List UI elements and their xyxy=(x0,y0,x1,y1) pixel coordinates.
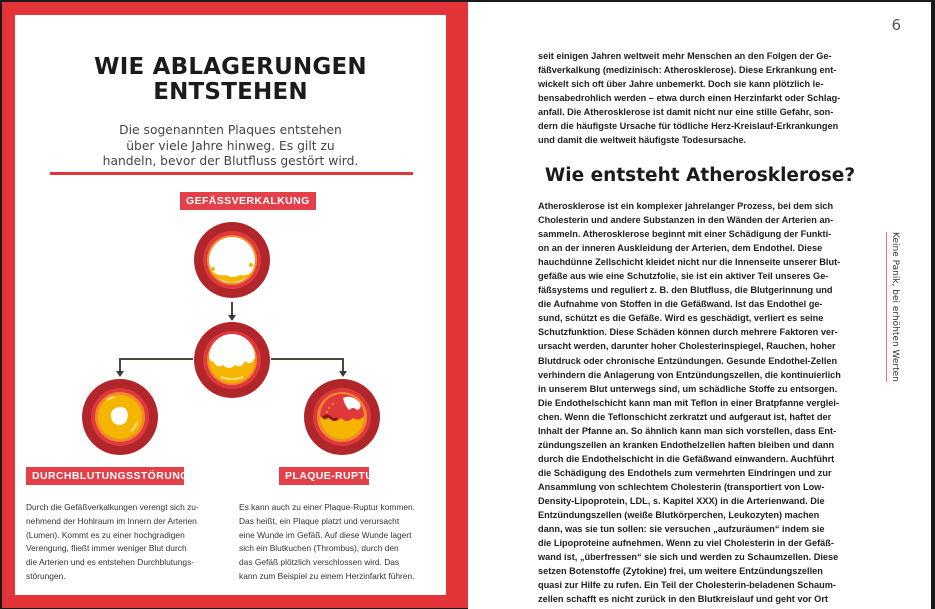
subtitle-line: Die sogenannten Plaques entstehen xyxy=(119,123,342,137)
text-line: seit einigen Jahren weltweit mehr Menschen an den Folgen der Ge- xyxy=(538,51,832,61)
text-line: ursacht werden, darunter hoher Cholesterinspiegel, Rauchen, hoher xyxy=(538,341,836,352)
running-head: Keine Panik, bei erhöhten Werten xyxy=(890,232,900,382)
section-heading: Wie entsteht Atherosklerose? xyxy=(544,165,856,186)
vessel-early-plaque-icon xyxy=(193,221,271,299)
text-line: anfall. Die Atherosklerose ist damit nicht nur eine stille Gefahr, son- xyxy=(538,107,834,118)
caption-line: nehmend der Hohlraum im Innern der Arterien xyxy=(26,515,197,526)
connector-line-left-down xyxy=(119,358,121,372)
text-line: sund, schützt es die Gefäße. Wird es geschädigt, verliert es seine xyxy=(538,313,824,324)
caption-rupture xyxy=(239,501,415,584)
caption-line: kann zum Beispiel zu einem Herzinfarkt führen. xyxy=(239,570,415,581)
text-line: Ansammlung von schlechtem Cholesterin (transportiert von Low- xyxy=(538,481,825,492)
infographic-title xyxy=(15,55,446,105)
arrow-down-icon xyxy=(339,371,347,377)
arrow-down-icon xyxy=(116,371,124,377)
text-line: durch die Endothelschicht in die Gefäßwand einwandern. Auchführt xyxy=(538,453,835,464)
connector-line-right-down xyxy=(342,358,344,372)
title-line-2: ENTSTEHEN xyxy=(153,79,308,105)
subtitle-line: über viele Jahre hinweg. Es gilt zu xyxy=(126,138,335,153)
text-line: Inhalt der Pfanne an. So ähnlich kann man sich vorstellen, dass Ent- xyxy=(538,425,837,436)
body-paragraph xyxy=(538,199,860,606)
caption-line: Durch die Gefäßverkalkungen verengt sich zu- xyxy=(26,502,199,512)
text-line: verhindern die Anlagerung von Entzündungszellen, die kontinuierlich xyxy=(538,369,841,380)
caption-line: Verengung, fließt immer weniger Blut durch xyxy=(26,543,187,554)
text-line: dann, was sie tun sollen: sie versuchen „aufzuräumen“ indem sie xyxy=(538,524,825,535)
text-line: sammeln. Atherosklerose beginnt mit einer Schädigung der Funkti- xyxy=(538,229,832,240)
vessel-advanced-plaque-icon xyxy=(193,321,271,399)
text-line: zündungszellen an kranken Endothelzellen haften bleiben und dann xyxy=(538,439,835,450)
vessel-stenosis-icon xyxy=(81,378,159,456)
infographic-subtitle xyxy=(15,123,446,170)
caption-line: das Gefäß plötzlich verschlossen wird. Das xyxy=(239,557,400,568)
text-line: zellen schafft es nicht zurück in den Blutkreislauf und geht vor Ort xyxy=(538,594,828,605)
text-line: Schutzfunktion. Diese Schäden können durch mehrere Faktoren ver- xyxy=(538,327,838,338)
title-line-1: WIE ABLAGERUNGEN xyxy=(94,54,367,80)
infographic-panel xyxy=(15,15,446,595)
text-line: hauchdünne Zellschicht kleidet nicht nur die Innenseite unserer Blut- xyxy=(538,257,841,268)
text-line: die Aufnahme von Stoffen in die Gefäßwand. Ist das Endothel ge- xyxy=(538,299,823,310)
text-line: wand ist, „überfressen“ sie sich und werden zu Schaumzellen. Diese xyxy=(538,552,839,563)
text-line: Cholesterin und andere Substanzen in den Wänden der Arterien an- xyxy=(538,215,834,226)
caption-line: störungen. xyxy=(26,570,66,581)
text-line: die Schädigung des Endothels zum vermehrten Eindringen und zur xyxy=(538,467,832,478)
text-line: bensabedrohlich werden – etwa durch einen Herzinfarkt oder Schlag- xyxy=(538,93,841,104)
connector-line-left xyxy=(119,358,193,360)
connector-line-right xyxy=(271,358,343,360)
text-line: und damit die weltweit häufigste Todesursache. xyxy=(538,135,747,146)
label-plaque-ruptur: PLAQUE-RUPTUR xyxy=(279,467,369,485)
text-line: quasi zur Hilfe zu rufen. Ein Teil der Cholesterin-beladenen Schaum- xyxy=(538,580,836,591)
text-line: in unserem Blut unterwegs sind, um schädliche Stoffe zu entsorgen. xyxy=(538,383,838,394)
caption-line: (Lumen). Kommt es zu einer hochgradigen xyxy=(26,529,185,540)
text-line: Blutdruck oder chronische Entzündungen. Gesunde Endothel-Zellen xyxy=(538,355,838,366)
text-line: Atherosklerose ist ein komplexer jahrelanger Prozess, bei dem sich xyxy=(538,201,834,211)
text-line: gefäße aus wie eine Schutzfolie, sie ist ein aktiver Teil unseres Ge- xyxy=(538,271,829,282)
text-line: wickelt sich oft über Jahre unbemerkt. Doch sie kann plötzlich le- xyxy=(538,79,824,90)
text-line: dern die häufigste Ursache für tödliche Herz-Kreislauf-Erkrankungen xyxy=(538,121,839,132)
vessel-rupture-icon xyxy=(303,378,381,456)
label-durchblutungsstoerungen: DURCHBLUTUNGSSTÖRUNGEN xyxy=(26,467,184,485)
connector-line xyxy=(231,302,233,316)
text-line: on an der inneren Auskleidung der Arterien, dem Endothel. Diese xyxy=(538,243,823,254)
text-line: Entzündungszellen (weiße Blutkörperchen, Leukozyten) machen xyxy=(538,510,820,521)
right-page xyxy=(468,2,931,609)
text-line: fäßsystems und reguliert z. B. den Blutfluss, die Blutgerinnung und xyxy=(538,285,833,296)
caption-line: eine Wunde im Gefäß. Auf diese Wunde lagert xyxy=(239,529,412,540)
left-page-frame xyxy=(2,2,468,608)
caption-line: Es kann auch zu einer Plaque-Ruptur kommen. xyxy=(239,502,415,512)
text-line: Die Endothelschicht kann man mit Teflon in einer Bratpfanne verglei- xyxy=(538,397,840,408)
red-divider xyxy=(50,172,413,175)
page-number: 6 xyxy=(891,16,901,34)
caption-line: sich ein Blutkuchen (Thrombus), durch den xyxy=(239,543,399,554)
subtitle-line: handeln, bevor der Blutfluss gestört wird. xyxy=(102,154,359,168)
intro-paragraph xyxy=(538,49,860,147)
text-line: fäßverkalkung (medizinisch: Atherosklerose). Diese Erkrankung ent- xyxy=(538,65,837,76)
text-line: die Lipoproteine aufnehmen. Wenn zu viel Cholesterin in der Gefäß- xyxy=(538,538,834,549)
text-line: Density-Lipoprotein, LDL, s. Kapitel XXX) in die Arterienwand. Die xyxy=(538,495,825,506)
text-line: setzen Botenstoffe (Zytokine) frei, um weitere Entzündungszellen xyxy=(538,566,823,577)
caption-line: die Arterien und es entstehen Durchblutungs- xyxy=(26,557,195,568)
caption-line: Das heißt, ein Plaque platzt und verursacht xyxy=(239,515,400,526)
label-gefaessverkalkung: GEFÄSSVERKALKUNG xyxy=(180,192,316,210)
text-line: chen. Wenn die Teflonschicht zerkratzt und aufgeraut ist, haftet der xyxy=(538,411,832,422)
caption-stenosis xyxy=(26,501,199,584)
